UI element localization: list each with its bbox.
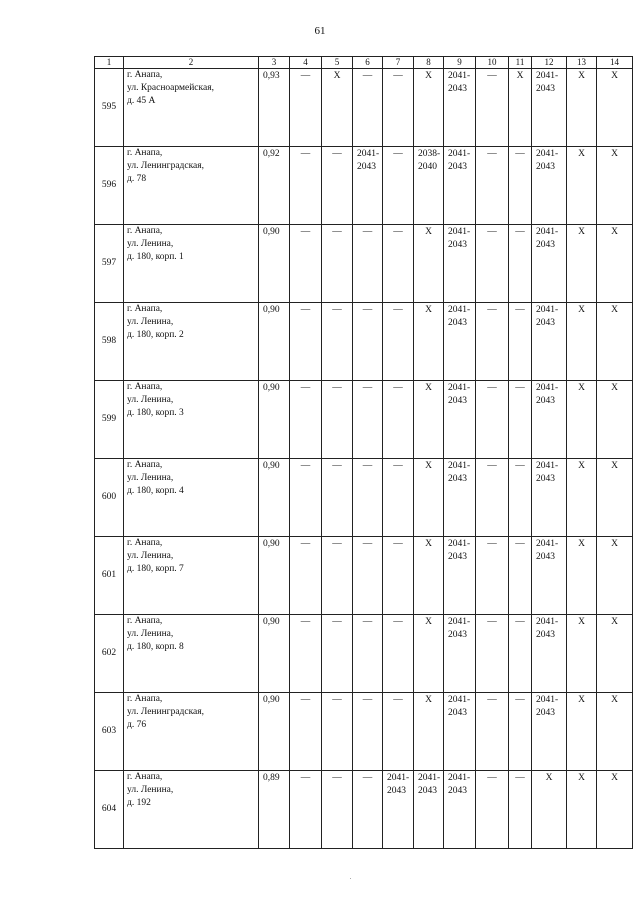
period-line: 2041- [536,539,559,549]
period-line: 2041- [448,227,471,237]
value-cell-col-6: — [353,615,383,693]
value-cell-col-5: — [322,537,353,615]
value-cell-col-9 [444,771,476,849]
period-line: 2043 [536,630,555,640]
value-cell-col-6: — [353,303,383,381]
value-cell-col-7 [383,771,414,849]
value-cell-col-12 [532,537,567,615]
value-cell-col-4: — [290,615,322,693]
value-cell-col-9 [444,69,476,147]
column-header-4: 4 [290,57,322,69]
period-line: 2043 [536,552,555,562]
header-row [95,57,633,69]
table-row [95,69,633,147]
value-cell-col-4: — [290,693,322,771]
value-cell-col-3: 0,90 [259,693,290,771]
value-cell-col-8 [414,147,444,225]
address-line: ул. Ленина, [127,473,174,483]
value-cell-col-11: — [509,225,532,303]
value-cell-col-7: — [383,693,414,771]
value-cell-col-12 [532,303,567,381]
value-cell-col-12 [532,147,567,225]
address-line: д. 180, корп. 2 [127,330,184,340]
value-cell-col-7: — [383,225,414,303]
value-cell-col-6: — [353,225,383,303]
period-line: 2043 [357,162,376,172]
period-line: 2041- [536,383,559,393]
table-row [95,537,633,615]
value-cell-col-3: 0,90 [259,615,290,693]
value-cell-col-10: — [476,459,509,537]
value-cell-col-11: — [509,381,532,459]
address-line: д. 180, корп. 4 [127,486,184,496]
value-cell-col-14: Х [597,537,633,615]
value-cell-col-4: — [290,381,322,459]
value-cell-col-3: 0,90 [259,459,290,537]
value-cell-col-7: — [383,615,414,693]
row-number: 601 [95,537,124,615]
value-cell-col-11: — [509,459,532,537]
address-line: ул. Ленина, [127,551,174,561]
period-line: 2041- [448,773,471,783]
value-cell-col-13: Х [567,459,597,537]
period-line: 2041- [536,461,559,471]
value-cell-col-10: — [476,69,509,147]
column-header-13: 13 [567,57,597,69]
column-header-2: 2 [124,57,259,69]
value-cell-col-13: Х [567,537,597,615]
address-line: д. 76 [127,720,147,730]
table-row [95,615,633,693]
period-line: 2043 [448,474,467,484]
row-number: 604 [95,771,124,849]
period-line: 2041- [536,149,559,159]
column-header-7: 7 [383,57,414,69]
column-header-5: 5 [322,57,353,69]
period-line: 2043 [536,84,555,94]
value-cell-col-3: 0,90 [259,381,290,459]
row-number: 595 [95,69,124,147]
value-cell-col-7: — [383,459,414,537]
value-cell-col-14: Х [597,69,633,147]
period-line: 2041- [448,539,471,549]
table-row [95,771,633,849]
value-cell-col-13: Х [567,225,597,303]
column-header-10: 10 [476,57,509,69]
value-cell-col-10: — [476,537,509,615]
value-cell-col-5: — [322,225,353,303]
value-cell-col-3: 0,90 [259,537,290,615]
value-cell-col-6: — [353,693,383,771]
value-cell-col-12 [532,615,567,693]
period-line: 2043 [536,396,555,406]
value-cell-col-8: Х [414,69,444,147]
period-line: 2043 [448,240,467,250]
address-line: г. Анапа, [127,772,163,782]
period-line: 2043 [448,162,467,172]
row-number: 597 [95,225,124,303]
value-cell-col-13: Х [567,303,597,381]
value-cell-col-5: — [322,459,353,537]
column-header-8: 8 [414,57,444,69]
value-cell-col-12 [532,225,567,303]
period-line: 2043 [418,786,437,796]
period-line: 2041- [448,149,471,159]
period-line: 2041- [448,305,471,315]
value-cell-col-5: Х [322,69,353,147]
value-cell-col-5: — [322,693,353,771]
value-cell-col-11: — [509,771,532,849]
address-line: ул. Ленина, [127,317,174,327]
column-header-9: 9 [444,57,476,69]
value-cell-col-3: 0,89 [259,771,290,849]
address-line: ул. Ленина, [127,629,174,639]
value-cell-col-9 [444,303,476,381]
value-cell-col-8 [414,771,444,849]
value-cell-col-13: Х [567,147,597,225]
row-number: 603 [95,693,124,771]
address-line: ул. Ленина, [127,239,174,249]
value-cell-col-14: Х [597,381,633,459]
table-body [95,57,633,849]
value-cell-col-4: — [290,537,322,615]
address-line: ул. Ленина, [127,785,174,795]
address-cell [124,303,259,381]
period-line: 2041- [448,461,471,471]
address-line: г. Анапа, [127,694,163,704]
value-cell-col-7: — [383,381,414,459]
value-cell-col-6 [353,147,383,225]
value-cell-col-10: — [476,693,509,771]
value-cell-col-10: — [476,615,509,693]
address-cell [124,147,259,225]
value-cell-col-9 [444,225,476,303]
column-header-14: 14 [597,57,633,69]
period-line: 2043 [448,318,467,328]
table-row [95,381,633,459]
address-cell [124,225,259,303]
value-cell-col-4: — [290,69,322,147]
column-header-6: 6 [353,57,383,69]
value-cell-col-3: 0,90 [259,225,290,303]
value-cell-col-11: — [509,303,532,381]
value-cell-col-8: Х [414,225,444,303]
value-cell-col-14: Х [597,147,633,225]
period-line: 2043 [536,162,555,172]
value-cell-col-13: Х [567,69,597,147]
row-number: 602 [95,615,124,693]
value-cell-col-4: — [290,225,322,303]
value-cell-col-8: Х [414,537,444,615]
row-number: 598 [95,303,124,381]
value-cell-col-5: — [322,147,353,225]
period-line: 2041- [536,71,559,81]
value-cell-col-6: — [353,459,383,537]
value-cell-col-7: — [383,303,414,381]
table-row [95,225,633,303]
row-number: 600 [95,459,124,537]
period-line: 2041- [387,773,410,783]
value-cell-col-12: Х [532,771,567,849]
period-line: 2043 [448,630,467,640]
column-header-3: 3 [259,57,290,69]
value-cell-col-6: — [353,771,383,849]
value-cell-col-3: 0,90 [259,303,290,381]
value-cell-col-11: — [509,537,532,615]
value-cell-col-4: — [290,147,322,225]
value-cell-col-9 [444,459,476,537]
value-cell-col-5: — [322,303,353,381]
row-number: 596 [95,147,124,225]
value-cell-col-11: Х [509,69,532,147]
address-line: ул. Ленина, [127,395,174,405]
address-cell [124,693,259,771]
value-cell-col-4: — [290,303,322,381]
period-line: 2038- [418,149,441,159]
value-cell-col-7: — [383,147,414,225]
value-cell-col-13: Х [567,693,597,771]
period-line: 2041- [448,617,471,627]
value-cell-col-13: Х [567,771,597,849]
address-line: д. 180, корп. 8 [127,642,184,652]
register-table [94,56,633,849]
value-cell-col-9 [444,537,476,615]
address-cell [124,771,259,849]
value-cell-col-8: Х [414,381,444,459]
address-line: г. Анапа, [127,226,163,236]
table-row [95,147,633,225]
period-line: 2043 [536,240,555,250]
period-line: 2041- [536,617,559,627]
address-line: д. 192 [127,798,151,808]
table-row [95,459,633,537]
address-cell [124,69,259,147]
value-cell-col-10: — [476,147,509,225]
address-line: д. 180, корп. 3 [127,408,184,418]
period-line: 2043 [448,396,467,406]
value-cell-col-3: 0,92 [259,147,290,225]
value-cell-col-13: Х [567,381,597,459]
address-line: г. Анапа, [127,460,163,470]
value-cell-col-5: — [322,771,353,849]
value-cell-col-14: Х [597,459,633,537]
value-cell-col-6: — [353,69,383,147]
value-cell-col-14: Х [597,693,633,771]
address-cell [124,615,259,693]
value-cell-col-14: Х [597,771,633,849]
value-cell-col-12 [532,381,567,459]
address-line: д. 78 [127,174,147,184]
period-line: 2041- [448,71,471,81]
value-cell-col-14: Х [597,615,633,693]
period-line: 2043 [448,786,467,796]
address-line: ул. Ленинградская, [127,707,205,717]
value-cell-col-6: — [353,537,383,615]
address-line: г. Анапа, [127,304,163,314]
value-cell-col-14: Х [597,303,633,381]
value-cell-col-7: — [383,537,414,615]
row-number: 599 [95,381,124,459]
value-cell-col-8: Х [414,693,444,771]
value-cell-col-5: — [322,615,353,693]
period-line: 2043 [536,708,555,718]
value-cell-col-6: — [353,381,383,459]
address-cell [124,537,259,615]
page-number: 61 [314,25,326,37]
address-cell [124,381,259,459]
value-cell-col-14: Х [597,225,633,303]
value-cell-col-4: — [290,771,322,849]
value-cell-col-4: — [290,459,322,537]
period-line: 2043 [536,474,555,484]
value-cell-col-5: — [322,381,353,459]
period-line: 2041- [536,227,559,237]
period-line: 2041- [536,695,559,705]
period-line: 2043 [448,84,467,94]
address-line: г. Анапа, [127,616,163,626]
table-row [95,303,633,381]
period-line: 2041- [357,149,380,159]
period-line: 2043 [536,318,555,328]
period-line: 2043 [448,552,467,562]
value-cell-col-12 [532,459,567,537]
address-line: ул. Ленинградская, [127,161,205,171]
value-cell-col-9 [444,381,476,459]
value-cell-col-9 [444,693,476,771]
value-cell-col-10: — [476,225,509,303]
value-cell-col-11: — [509,615,532,693]
period-line: 2041- [448,383,471,393]
value-cell-col-10: — [476,771,509,849]
address-line: д. 180, корп. 1 [127,252,184,262]
period-line: 2043 [448,708,467,718]
period-line: 2041- [448,695,471,705]
period-line: 2040 [418,162,437,172]
value-cell-col-8: Х [414,459,444,537]
value-cell-col-8: Х [414,615,444,693]
value-cell-col-10: — [476,381,509,459]
address-line: г. Анапа, [127,382,163,392]
column-header-11: 11 [509,57,532,69]
address-line: г. Анапа, [127,538,163,548]
period-line: 2041- [418,773,441,783]
address-line: д. 45 А [127,96,156,106]
table-row [95,693,633,771]
value-cell-col-12 [532,693,567,771]
period-line: 2041- [536,305,559,315]
value-cell-col-11: — [509,147,532,225]
address-cell [124,459,259,537]
address-line: г. Анапа, [127,70,163,80]
value-cell-col-11: — [509,693,532,771]
address-line: ул. Красноармейская, [127,83,214,93]
value-cell-col-13: Х [567,615,597,693]
address-line: г. Анапа, [127,148,163,158]
value-cell-col-9 [444,147,476,225]
value-cell-col-3: 0,93 [259,69,290,147]
value-cell-col-9 [444,615,476,693]
column-header-12: 12 [532,57,567,69]
value-cell-col-7: — [383,69,414,147]
address-line: д. 180, корп. 7 [127,564,184,574]
value-cell-col-12 [532,69,567,147]
scan-speck [350,878,351,879]
value-cell-col-10: — [476,303,509,381]
period-line: 2043 [387,786,406,796]
value-cell-col-8: Х [414,303,444,381]
column-header-1: 1 [95,57,124,69]
